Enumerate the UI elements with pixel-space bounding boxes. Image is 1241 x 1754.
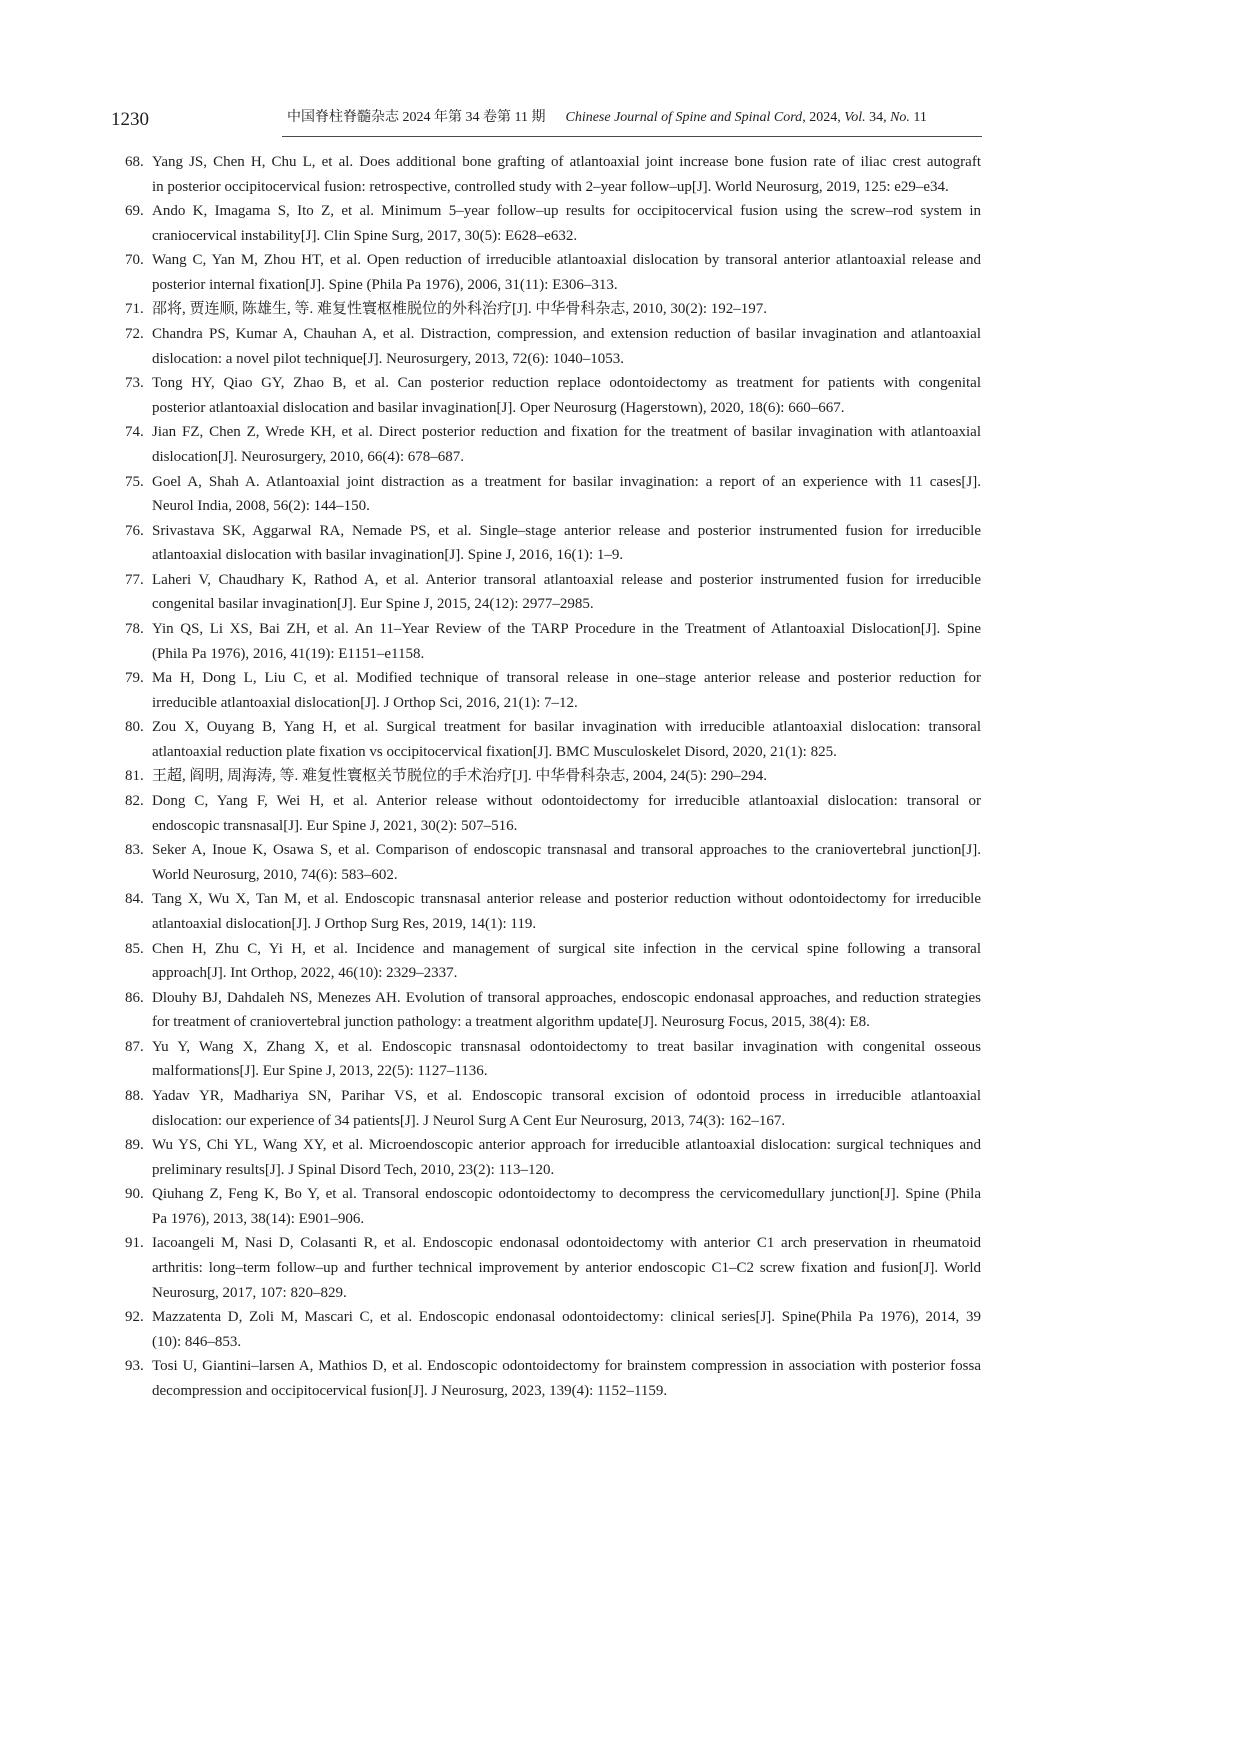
reference-item: [125, 420, 981, 469]
reference-text: [152, 371, 981, 420]
journal-year: , 2024,: [802, 110, 845, 125]
reference-line-text: congenital basilar invagination[J]. Eur Spine J, 2015, 24(12): 2977–2985.: [152, 596, 594, 613]
page-number: 1230: [111, 109, 149, 130]
reference-line: [152, 297, 981, 322]
reference-number: 74.: [125, 424, 144, 441]
reference-line-text: arthritis: long–term follow–up and further technical improvement by anterior endoscopic C1–C2 screw fixation and fusion[J]. World: [152, 1260, 981, 1277]
reference-text: [152, 1305, 981, 1354]
reference-line: [152, 1379, 981, 1404]
reference-line-text: Tong HY, Qiao GY, Zhao B, et al. Can posterior reduction replace odontoidectomy as treatment for patients with congenital: [152, 375, 981, 392]
reference-text: [152, 715, 981, 764]
reference-line-text: atlantoaxial dislocation with basilar invagination[J]. Spine J, 2016, 16(1): 1–9.: [152, 547, 624, 564]
reference-line-text: (Phila Pa 1976), 2016, 41(19): E1151–e1158.: [152, 645, 425, 662]
reference-line-text: Yu Y, Wang X, Zhang X, et al. Endoscopic transnasal odontoidectomy to treat basilar invagination with congenital osseous: [152, 1038, 981, 1055]
reference-number: 82.: [125, 793, 144, 810]
reference-line-text: Chandra PS, Kumar A, Chauhan A, et al. Distraction, compression, and extension reduction of basilar invagination and atlantoaxial: [152, 326, 981, 343]
reference-text: [152, 937, 981, 986]
reference-line: [152, 1035, 981, 1060]
reference-item: [125, 986, 981, 1035]
reference-line: [152, 519, 981, 544]
reference-line-text: Neurosurg, 2017, 107: 820–829.: [152, 1284, 347, 1301]
reference-line: [152, 568, 981, 593]
reference-line-text: Pa 1976), 2013, 38(14): E901–906.: [152, 1210, 365, 1227]
reference-line: [152, 789, 981, 814]
reference-line-text: Chen H, Zhu C, Yi H, et al. Incidence and management of surgical site infection in the cervical spine following a transoral: [152, 940, 981, 957]
reference-line: [152, 347, 981, 372]
reference-line-text: Mazzatenta D, Zoli M, Mascari C, et al. Endoscopic endonasal odontoidectomy: clinical series[J]. Spine(Phila Pa 1976), 2014, 39: [152, 1309, 981, 1326]
reference-line-text: atlantoaxial reduction plate fixation vs occipitocervical fixation[J]. BMC Musculoskelet Disord, 2020, 21(1): 825.: [152, 743, 837, 760]
reference-line-text: Neurol India, 2008, 56(2): 144–150.: [152, 498, 370, 515]
reference-item: [125, 470, 981, 519]
reference-item: [125, 1231, 981, 1305]
reference-line: [152, 1354, 981, 1379]
reference-number: 86.: [125, 989, 144, 1006]
reference-line: [152, 912, 981, 937]
reference-line: [152, 470, 981, 495]
reference-text: [152, 1354, 981, 1403]
reference-number: 90.: [125, 1186, 144, 1203]
reference-line-text: craniocervical instability[J]. Clin Spine Surg, 2017, 30(5): E628–e632.: [152, 227, 578, 244]
reference-item: [125, 1182, 981, 1231]
reference-line: [152, 248, 981, 273]
reference-text: [152, 519, 981, 568]
reference-number: 75.: [125, 473, 144, 490]
reference-line: [152, 1010, 981, 1035]
reference-text: [152, 248, 981, 297]
reference-line: [152, 445, 981, 470]
reference-line-text: 邵将, 贾连顺, 陈雄生, 等. 难复性寰枢椎脱位的外科治疗[J]. 中华骨科杂志, 2010, 30(2): 192–197.: [152, 301, 767, 318]
reference-text: [152, 838, 981, 887]
reference-number: 72.: [125, 326, 144, 343]
reference-line-text: Ando K, Imagama S, Ito Z, et al. Minimum 5–year follow–up results for occipitocervical fusion using the screw–rod system in: [152, 203, 981, 220]
reference-line: [152, 642, 981, 667]
reference-item: [125, 568, 981, 617]
reference-line: [152, 863, 981, 888]
reference-text: [152, 887, 981, 936]
journal-name-en: Chinese Journal of Spine and Spinal Cord: [565, 110, 803, 125]
reference-number: 77.: [125, 571, 144, 588]
reference-line: [152, 396, 981, 421]
reference-text: [152, 1035, 981, 1084]
volume-number: 34,: [865, 110, 891, 125]
reference-item: [125, 789, 981, 838]
issue-number: 11: [909, 110, 927, 125]
reference-text: [152, 986, 981, 1035]
reference-number: 85.: [125, 940, 144, 957]
reference-line: [152, 1256, 981, 1281]
reference-number: 68.: [125, 154, 144, 170]
reference-number: 76.: [125, 522, 144, 539]
reference-line-text: Tosi U, Giantini–larsen A, Mathios D, et al. Endoscopic odontoidectomy for brainstem compression in association with posterior fossa: [152, 1358, 981, 1375]
reference-line: [152, 543, 981, 568]
reference-line: [152, 420, 981, 445]
reference-line-text: for treatment of craniovertebral junction pathology: a treatment algorithm update[J]. Neurosurg Focus, 2015, 38(4): E8.: [152, 1014, 870, 1031]
reference-line: [152, 937, 981, 962]
reference-line: [152, 691, 981, 716]
reference-text: [152, 1133, 981, 1182]
reference-line-text: Laheri V, Chaudhary K, Rathod A, et al. Anterior transoral atlantoaxial release and posterior instrumented fusion for irreducible: [152, 571, 981, 588]
reference-line: [152, 371, 981, 396]
reference-list: [125, 150, 981, 1403]
reference-number: 69.: [125, 203, 144, 220]
reference-item: [125, 887, 981, 936]
reference-line: [152, 224, 981, 249]
reference-line-text: 王超, 阎明, 周海涛, 等. 难复性寰枢关节脱位的手术治疗[J]. 中华骨科杂志, 2004, 24(5): 290–294.: [152, 768, 767, 785]
reference-number: 88.: [125, 1087, 144, 1104]
reference-line: [152, 494, 981, 519]
reference-number: 92.: [125, 1309, 144, 1326]
reference-line: [152, 1182, 981, 1207]
issue-label: No.: [890, 110, 910, 125]
reference-line-text: Dlouhy BJ, Dahdaleh NS, Menezes AH. Evolution of transoral approaches, endoscopic endonasal approaches, and reduction strategies: [152, 989, 981, 1006]
reference-text: [152, 617, 981, 666]
reference-line: [152, 175, 981, 200]
reference-line-text: Yin QS, Li XS, Bai ZH, et al. An 11–Year Review of the TARP Procedure in the Treatment of Atlantoaxial Dislocation[J]. Spine: [152, 620, 981, 637]
reference-line-text: dislocation: a novel pilot technique[J]. Neurosurgery, 2013, 72(6): 1040–1053.: [152, 350, 624, 367]
reference-text: [152, 666, 981, 715]
reference-line-text: Wu YS, Chi YL, Wang XY, et al. Microendoscopic anterior approach for irreducible atlantoaxial dislocation: surgical techniques and: [152, 1137, 981, 1154]
reference-item: [125, 715, 981, 764]
reference-line-text: decompression and occipitocervical fusion[J]. J Neurosurg, 2023, 139(4): 1152–1159.: [152, 1382, 668, 1399]
reference-line: [152, 1330, 981, 1355]
reference-line: [152, 592, 981, 617]
reference-text: [152, 322, 981, 371]
reference-item: [125, 371, 981, 420]
reference-text: [152, 764, 981, 789]
reference-item: [125, 937, 981, 986]
reference-line-text: endoscopic transnasal[J]. Eur Spine J, 2021, 30(2): 507–516.: [152, 817, 518, 834]
reference-line-text: Zou X, Ouyang B, Yang H, et al. Surgical treatment for basilar invagination with irreducible atlantoaxial dislocation: transoral: [152, 719, 981, 736]
reference-line: [152, 1305, 981, 1330]
reference-line-text: Wang C, Yan M, Zhou HT, et al. Open reduction of irreducible atlantoaxial dislocation by transoral anterior atlantoaxial release and: [152, 252, 981, 269]
reference-line-text: Dong C, Yang F, Wei H, et al. Anterior release without odontoidectomy for irreducible atlantoaxial dislocation: transoral or: [152, 793, 981, 810]
running-head-cn: 中国脊柱脊髓杂志 2024 年第 34 卷第 11 期: [287, 110, 546, 125]
header-rule: [282, 136, 982, 137]
reference-line: [152, 715, 981, 740]
reference-text: [152, 789, 981, 838]
reference-line: [152, 322, 981, 347]
running-head: [287, 108, 927, 128]
reference-number: 80.: [125, 719, 144, 736]
volume-label: Vol.: [844, 110, 866, 125]
reference-item: [125, 519, 981, 568]
reference-item: [125, 248, 981, 297]
reference-line-text: in posterior occipitocervical fusion: retrospective, controlled study with 2–year follow–up[J]. World Neurosurg, 2019, 125: e29–e34.: [152, 178, 949, 195]
reference-line-text: World Neurosurg, 2010, 74(6): 583–602.: [152, 866, 398, 883]
reference-text: [152, 568, 981, 617]
reference-text: [152, 420, 981, 469]
reference-line-text: dislocation: our experience of 34 patients[J]. J Neurol Surg A Cent Eur Neurosurg, 2013, 74(3): 162–167.: [152, 1112, 786, 1129]
reference-line: [152, 666, 981, 691]
reference-item: [125, 617, 981, 666]
reference-line-text: Goel A, Shah A. Atlantoaxial joint distraction as a treatment for basilar invagination: a report of an experience with 11 cases[J].: [152, 473, 981, 490]
reference-line-text: approach[J]. Int Orthop, 2022, 46(10): 2329–2337.: [152, 965, 458, 982]
reference-text: [152, 199, 981, 248]
reference-line: [152, 617, 981, 642]
reference-line: [152, 986, 981, 1011]
reference-number: 79.: [125, 670, 144, 687]
reference-number: 89.: [125, 1137, 144, 1154]
reference-line: [152, 764, 981, 789]
reference-line: [152, 199, 981, 224]
reference-line: [152, 1084, 981, 1109]
reference-line: [152, 961, 981, 986]
reference-line-text: atlantoaxial dislocation[J]. J Orthop Surg Res, 2019, 14(1): 119.: [152, 915, 537, 932]
reference-item: [125, 838, 981, 887]
reference-line-text: Tang X, Wu X, Tan M, et al. Endoscopic transnasal anterior release and posterior reduction without odontoidectomy for irreducible: [152, 891, 981, 908]
reference-number: 78.: [125, 620, 144, 637]
reference-line: [152, 740, 981, 765]
reference-text: [152, 1231, 981, 1305]
reference-number: 93.: [125, 1358, 144, 1375]
reference-line: [152, 838, 981, 863]
reference-item: [125, 150, 981, 199]
reference-number: 87.: [125, 1038, 144, 1055]
reference-line: [152, 1207, 981, 1232]
reference-line-text: (10): 846–853.: [152, 1333, 242, 1350]
reference-text: [152, 470, 981, 519]
reference-line: [152, 1231, 981, 1256]
reference-number: 91.: [125, 1235, 144, 1252]
reference-item: [125, 322, 981, 371]
reference-number: 73.: [125, 375, 144, 392]
reference-item: [125, 1305, 981, 1354]
reference-line-text: Iacoangeli M, Nasi D, Colasanti R, et al. Endoscopic endonasal odontoidectomy with anterior C1 arch preservation in rheumatoid: [152, 1235, 981, 1252]
reference-item: [125, 764, 981, 789]
reference-text: [152, 150, 981, 199]
reference-line: [152, 887, 981, 912]
reference-line-text: Ma H, Dong L, Liu C, et al. Modified technique of transoral release in one–stage anterior release and posterior reduction for: [152, 670, 981, 687]
reference-line: [152, 1133, 981, 1158]
reference-text: [152, 297, 981, 322]
reference-text: [152, 1182, 981, 1231]
reference-item: [125, 199, 981, 248]
reference-item: [125, 1354, 981, 1403]
reference-line-text: posterior atlantoaxial dislocation and basilar invagination[J]. Oper Neurosurg (Hagerstown), 2020, 18(6): 660–667.: [152, 399, 845, 416]
reference-line: [152, 814, 981, 839]
reference-line-text: irreducible atlantoaxial dislocation[J]. J Orthop Sci, 2016, 21(1): 7–12.: [152, 694, 578, 711]
reference-number: 84.: [125, 891, 144, 908]
reference-item: [125, 1133, 981, 1182]
reference-line: [152, 1109, 981, 1134]
reference-item: [125, 666, 981, 715]
reference-line-text: Qiuhang Z, Feng K, Bo Y, et al. Transoral endoscopic odontoidectomy to decompress the cervicomedullary junction[J]. Spine (Phila: [152, 1186, 981, 1203]
reference-number: 70.: [125, 252, 144, 269]
running-head-en: [565, 110, 926, 125]
reference-line: [152, 273, 981, 298]
reference-line: [152, 150, 981, 175]
reference-item: [125, 1035, 981, 1084]
reference-line-text: Seker A, Inoue K, Osawa S, et al. Comparison of endoscopic transnasal and transoral approaches to the craniovertebral junction[J].: [152, 842, 981, 859]
reference-line-text: Jian FZ, Chen Z, Wrede KH, et al. Direct posterior reduction and fixation for the treatment of basilar invagination with atlantoaxial: [152, 424, 981, 441]
reference-line: [152, 1281, 981, 1306]
reference-text: [152, 1084, 981, 1133]
reference-item: [125, 297, 981, 322]
reference-line-text: Srivastava SK, Aggarwal RA, Nemade PS, et al. Single–stage anterior release and posterior instrumented fusion for irreducible: [152, 522, 981, 539]
reference-number: 81.: [125, 768, 144, 785]
reference-number: 71.: [125, 301, 144, 318]
reference-item: [125, 1084, 981, 1133]
reference-line-text: Yadav YR, Madhariya SN, Parihar VS, et al. Endoscopic transoral excision of odontoid process in irreducible atlantoaxial: [152, 1087, 981, 1104]
reference-line-text: posterior internal fixation[J]. Spine (Phila Pa 1976), 2006, 31(11): E306–313.: [152, 276, 618, 293]
reference-line-text: preliminary results[J]. J Spinal Disord Tech, 2010, 23(2): 113–120.: [152, 1161, 555, 1178]
reference-line-text: dislocation[J]. Neurosurgery, 2010, 66(4): 678–687.: [152, 448, 465, 465]
reference-line-text: Yang JS, Chen H, Chu L, et al. Does additional bone grafting of atlantoaxial joint increase bone fusion rate of iliac crest autograft: [152, 154, 981, 170]
reference-line: [152, 1059, 981, 1084]
reference-line: [152, 1158, 981, 1183]
reference-line-text: malformations[J]. Eur Spine J, 2013, 22(5): 1127–1136.: [152, 1063, 488, 1080]
reference-number: 83.: [125, 842, 144, 859]
